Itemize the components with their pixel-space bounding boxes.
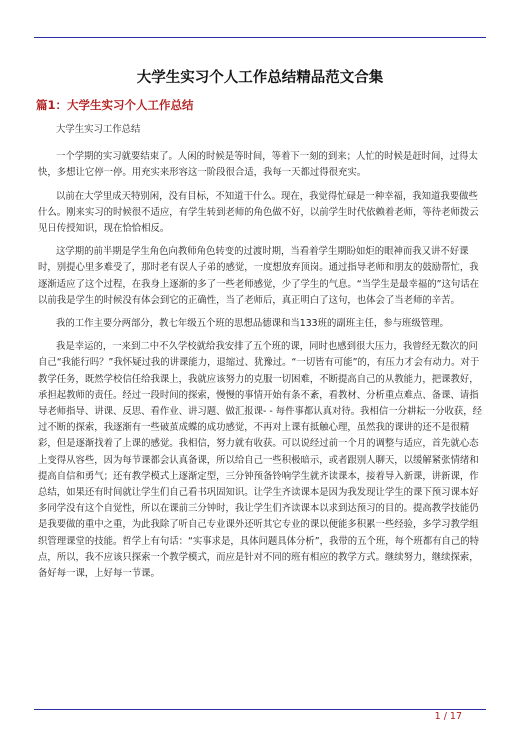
paragraph: 以前在大学里成天特别闲，没有目标，不知道干什么。现在，我觉得忙碌是一种幸福，我知道我要做些什么。刚来实习的时候很不适应，有学生转到老师的角色做不好，以前学生时代依赖着老师，等待老师拨云见日传授知识，现在恰恰相反。 <box>38 190 479 235</box>
paragraph: 我的工作主要分两部分，教七年级五个班的思想品德课和当133班的副班主任，参与班级管理。 <box>56 318 449 330</box>
page-number: 1 / 17 <box>434 711 462 722</box>
header-rule <box>34 37 486 38</box>
paragraph: 一个学期的实习就要结束了。人闲的时候是等时间，等着下一刻的到来；人忙的时候是赶时间，过得太快，多想让它停一停。用充实来形容这一阶段很合适，我每一天都过得很充实。 <box>38 151 478 179</box>
subheading: 大学生实习工作总结 <box>56 124 141 135</box>
section-heading: 篇1：大学生实习个人工作总结 <box>36 98 194 112</box>
document-body <box>38 122 482 589</box>
paragraph: 这学期的前半期是学生角色向教师角色转变的过渡时期，当看着学生期盼如炬的眼神而我又讲不好课时，别提心里多难受了，那时老有误人子弟的感觉，一度想放弃顶岗。通过指导老师和朋友的鼓励帮忙，我逐渐适应了这个过程，在我身上逐渐的多了一些老师感觉，少了学生的气息。“当学生是最幸福的”这句话在以前我是学生的时候没有体会到它的正确性，当了老师后，真正明白了这句，也体会了当老师的辛苦。 <box>38 246 479 306</box>
footer-rule <box>34 709 486 710</box>
paragraph: 我是幸运的，一来到二中不久学校就给我安排了五个班的课，同时也感到很大压力，我曾经无数次的问自己“我能行吗？”我怀疑过我的讲课能力，退缩过、犹豫过。“一切皆有可能”的，有压力才会有动力。对于教学任务，既然学校信任给我课上，我就应该努力的克服一切困难，不断提高自己的从教能力，把课教好，承担起教师的责任。经过一段时间的探索，慢慢的事情开始有条不紊，看教材、分析重点难点、备课、请指导老师指导、讲课、反思、看作业、讲习题、做汇报课- - 每件事都认真对待。我相信一分耕耘一分收获，经过不断的探索，我逐渐有一些破茧成蝶的成功感觉，不再对上课有抵触心理，虽然我的课讲的还不是很精彩，但是逐渐找着了上课的感觉。我相信，努力就有收获。可以说经过前一个月的调整与适应，首先就心态上变得从容些，因为每节课都会认真备课，所以给自己一些积极暗示，或者跟别人聊天，以缓解紧张情绪和提高自信和勇气；还有教学模式上逐渐定型，三分钟预备铃响学生就齐读课本，接着导入新课，讲新课，作总结，如果还有时间就让学生们自己看书巩固知识。让学生齐读课本是因为我发现让学生的课下预习课本好多同学没有这个自觉性，所以在课前三分钟时，我让学生们齐读课本以求到达预习的目的。提高教学技能仍是我要做的重中之重，为此我除了听自己专业课外还听其它专业的课以便能多积累一些经验，多学习教学组织管理课堂的技能。哲学上有句话：“实事求是，具体问题具体分析”，我带的五个班，每个班都有自己的特点，所以，我不应该只探索一个教学模式，而应是针对不同的班有相应的教学方式。继续努力，继续探索，备好每一课，上好每一节课。 <box>38 341 482 580</box>
document-title: 大学生实习个人工作总结精品范文合集 <box>136 70 384 86</box>
